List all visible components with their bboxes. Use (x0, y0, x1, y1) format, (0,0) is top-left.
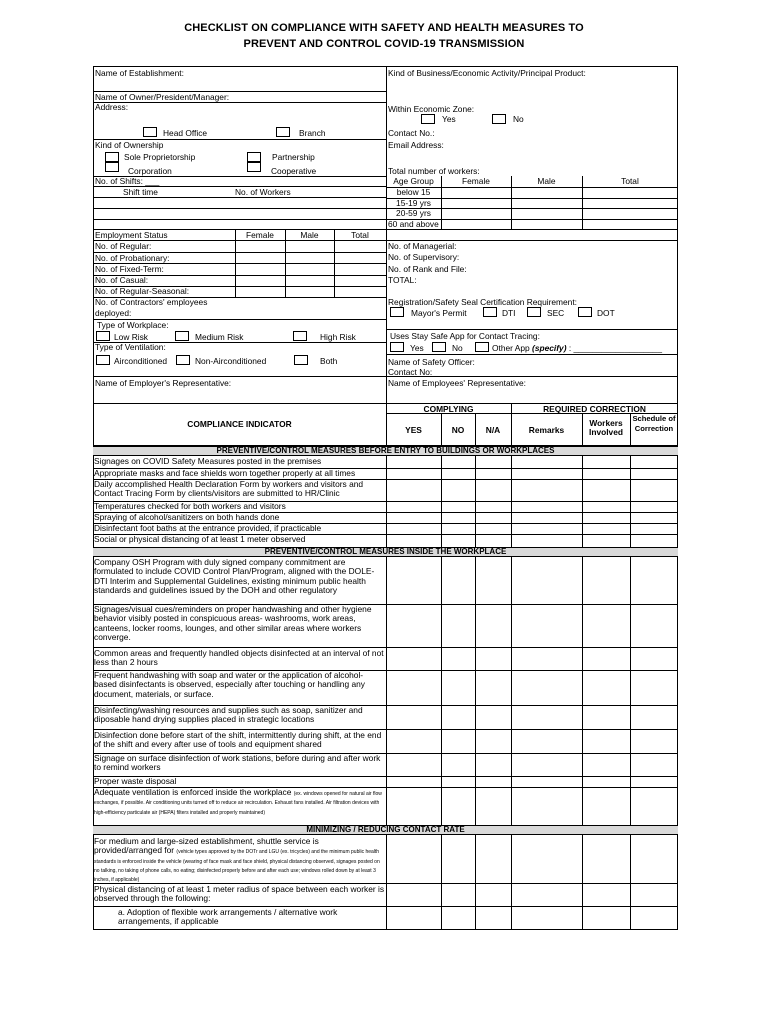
indicator-item: Company OSH Program with duly signed company commitment are formulated to include COVID Control Plan/Program, aligned with the DOLE-DTI Interim and Supplemental Guidelines, existing minimum public health standards and guidelines issued by the DOH and other regulatory (94, 557, 375, 595)
document-title-line-2: PREVENT AND CONTROL COVID-19 TRANSMISSION (243, 38, 525, 50)
stay-safe-no-checkbox[interactable] (432, 342, 446, 352)
indicator-item: Common areas and frequently handled objects disinfected at an interval of not less than 2 hours (94, 648, 384, 668)
na-column-header: N/A (485, 425, 501, 435)
partnership-checkbox[interactable] (247, 152, 261, 162)
indicator-item: Appropriate masks and face shields worn together properly at all times (94, 468, 356, 478)
indicator-item: Proper waste disposal (94, 776, 177, 786)
no-column-header: NO (451, 425, 465, 435)
indicator-item: Temperatures checked for both workers and visitors (94, 501, 286, 511)
section-minimizing-contact: MINIMIZING / REDUCING CONTACT RATE (93, 825, 678, 835)
mayors-permit-checkbox[interactable] (390, 307, 404, 317)
other-app-checkbox[interactable] (475, 342, 489, 352)
total-workers-label: Total number of workers: (388, 166, 480, 176)
economic-zone-yes-checkbox[interactable] (421, 114, 435, 124)
document-title-line-1: CHECKLIST ON COMPLIANCE WITH SAFETY AND HEALTH MEASURES TO (184, 22, 584, 34)
address-label: Address: (95, 102, 129, 112)
indicator-item: Adequate ventilation is enforced inside the workplace (ex. windows opened for natural air flow exchanges, if possible. Air conditioning units turned off to reduce air recirculation. Exhaust fans installed. Air filtration devices with high-efficiency particulate air (HEPA) filters installed and properly maintained) (94, 787, 382, 816)
shifts-label: No. of Shifts: ___ (95, 176, 160, 186)
dti-checkbox[interactable] (483, 307, 497, 317)
ownership-label: Kind of Ownership (95, 140, 164, 150)
required-correction-header: REQUIRED CORRECTION (543, 404, 646, 414)
airconditioned-checkbox[interactable] (96, 355, 110, 365)
low-risk-checkbox[interactable] (96, 331, 110, 341)
indicator-item: Signages on COVID Safety Measures posted in the premises (94, 456, 322, 466)
high-risk-checkbox[interactable] (293, 331, 307, 341)
indicator-item: Signage on surface disinfection of work stations, before during and after work to remind workers (94, 753, 381, 773)
indicator-item: Social or physical distancing of at least 1 meter observed (94, 534, 306, 544)
corporation-checkbox[interactable] (105, 162, 119, 172)
branch-checkbox[interactable] (276, 127, 290, 137)
economic-zone-no-checkbox[interactable] (492, 114, 506, 124)
indicator-item: Daily accomplished Health Declaration Form by workers and visitors and Contact Tracing Form by clients/visitors are submitted to HR/Clinic (94, 479, 364, 499)
sec-checkbox[interactable] (527, 307, 541, 317)
contact-no-label: Contact No.: (388, 128, 435, 138)
business-label: Kind of Business/Economic Activity/Principal Product: (388, 68, 586, 78)
both-ventilation-checkbox[interactable] (294, 355, 308, 365)
dot-checkbox[interactable] (578, 307, 592, 317)
medium-risk-checkbox[interactable] (175, 331, 189, 341)
indicator-item: Disinfection done before start of the shift, intermittently during shift, at the end of the shift and every after use of tools and equipment shared (94, 730, 382, 750)
complying-header: COMPLYING (423, 404, 474, 414)
establishment-label: Name of Establishment: (95, 68, 184, 78)
header-center-divider (386, 66, 387, 403)
schedule-column-header: Schedule of Correction (632, 414, 676, 433)
email-label: Email Address: (388, 140, 444, 150)
compliance-indicator-header: COMPLIANCE INDICATOR (187, 419, 292, 429)
indicator-item: a. Adoption of flexible work arrangements / alternative work arrangements, if applicable (118, 907, 338, 927)
indicator-item: Spraying of alcohol/sanitizers on both hands done (94, 512, 280, 522)
non-airconditioned-checkbox[interactable] (176, 355, 190, 365)
remarks-column-header: Remarks (528, 425, 565, 435)
registration-label: Registration/Safety Seal Certification Requirement: (388, 297, 577, 307)
indicator-item: For medium and large-sized establishment, shuttle service is provided/arranged for (vehicle types approved by the DOTr and LGU (ex. tricycles) and the minimum public health standards is enforced inside the vehicle (wearing of face mask and face shield, physical distancing observed, signages posted on no talking, no taking of phone calls, no eating; disinfected properly before and after each use; windows rolled down by at least 3 inches, if applicable) (94, 836, 380, 884)
workers-involved-column-header: Workers Involved (589, 418, 623, 438)
other-app-label: Other App (specify) : ___________________ (492, 343, 662, 353)
workplace-type-label: Type of Workplace: (97, 320, 169, 330)
sole-proprietorship-checkbox[interactable] (105, 152, 119, 162)
indicator-item: Physical distancing of at least 1 meter radius of space between each worker is observed through the following: (94, 884, 385, 904)
head-office-checkbox[interactable] (143, 127, 157, 137)
yes-column-header: YES (405, 425, 422, 435)
stay-safe-yes-checkbox[interactable] (390, 342, 404, 352)
owner-label: Name of Owner/President/Manager: (95, 92, 230, 102)
economic-zone-label: Within Economic Zone: (388, 104, 475, 114)
indicator-item: Signages/visual cues/reminders on proper handwashing and other hygiene behavior visibly posted in conspicuous areas- washrooms, work areas, canteens, locker rooms, lounges, and other similar areas where workers converge. (94, 604, 372, 642)
section-before-entry: PREVENTIVE/CONTROL MEASURES BEFORE ENTRY TO BUILDINGS OR WORKPLACES (93, 446, 678, 456)
indicator-item: Disinfectant foot baths at the entrance provided, if practicable (94, 523, 322, 533)
cooperative-checkbox[interactable] (247, 162, 261, 172)
ventilation-label: Type of Ventilation: (95, 342, 166, 352)
indicator-item: Disinfecting/washing resources and supplies such as soap, sanitizer and diposable hand drying supplies placed in strategic locations (94, 705, 363, 725)
section-inside-workplace: PREVENTIVE/CONTROL MEASURES INSIDE THE WORKPLACE (93, 547, 678, 557)
indicator-item: Frequent handwashing with soap and water or the application of alcohol-based disinfectants is observed, especially after touching or handling any document, materials, or surface. (94, 670, 365, 699)
employment-status-label: Employment Status (95, 230, 168, 240)
stay-safe-label: Uses Stay Safe App for Contact Tracing: (390, 331, 540, 341)
